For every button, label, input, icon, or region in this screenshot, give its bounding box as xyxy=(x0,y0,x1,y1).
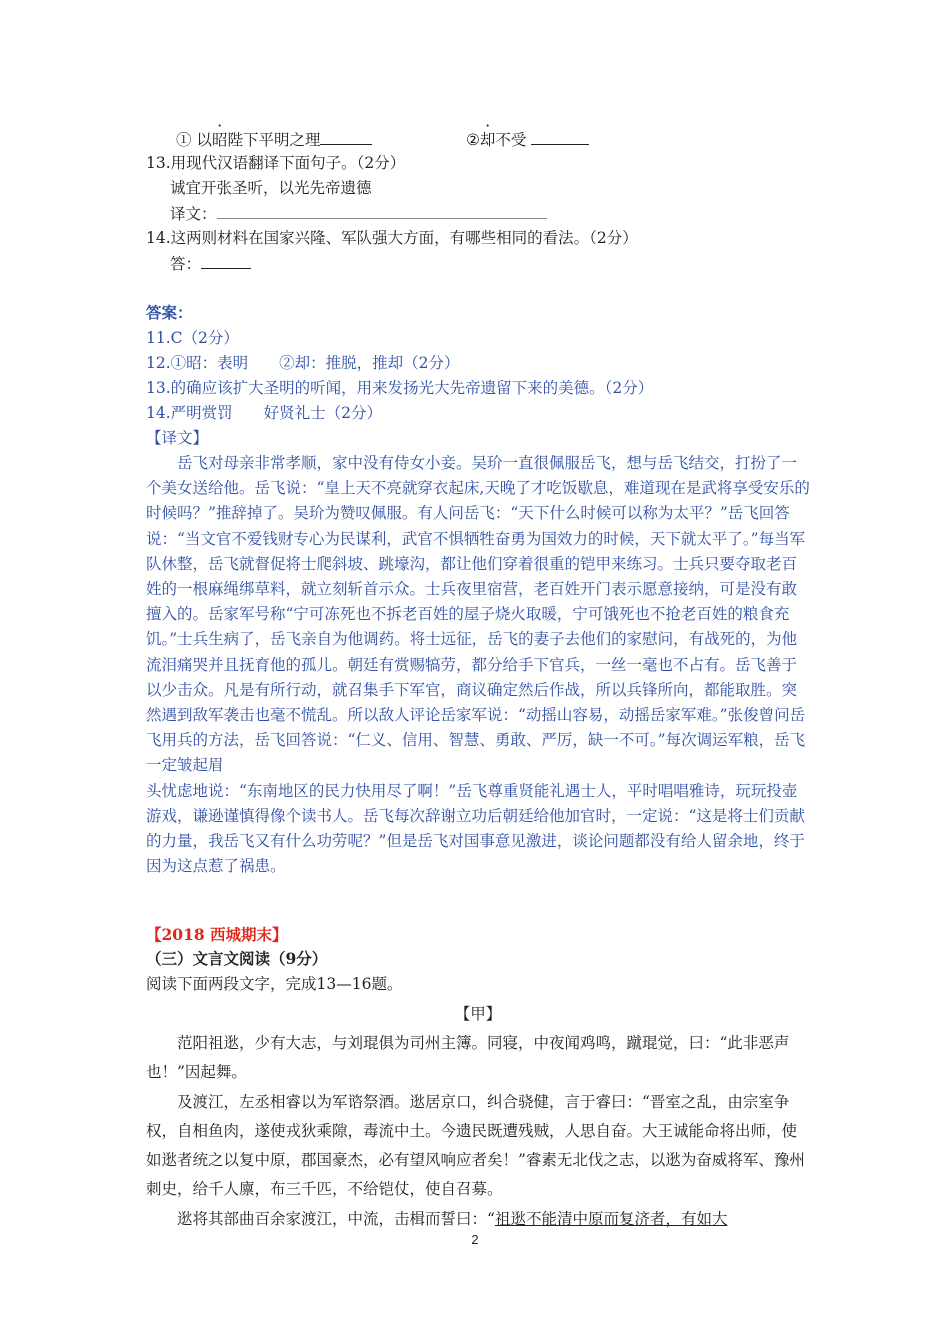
q12-item2 xyxy=(466,128,589,151)
passage-jia xyxy=(146,1029,810,1234)
page-number: 2 xyxy=(471,1232,479,1247)
passage-paragraph-3 xyxy=(146,1205,810,1234)
passage-paragraph-1: 范阳祖逖，少有大志，与刘琨俱为司州主簿。同寝，中夜闻鸡鸣，蹴琨觉，曰：“此非恶声也！”因起舞。 xyxy=(146,1034,790,1082)
passage-paragraph-3-text: 逖将其部曲百余家渡江，中流，击楫而誓曰：“ xyxy=(177,1209,495,1228)
answer-13: 13.的确应该扩大圣明的听闻，用来发扬光大先帝遗留下来的美德。（2分） xyxy=(146,379,654,397)
q14-answer-line xyxy=(170,252,251,275)
section-source-tag: 【2018 西城期末】 xyxy=(146,925,288,944)
passage-underlined-sentence: 祖逖不能清中原而复济者，有如大 xyxy=(494,1209,728,1228)
q12-item1-dotted-char: 昭 xyxy=(211,131,228,149)
section-instruction: 阅读下面两段文字，完成13—16题。 xyxy=(146,975,403,993)
answer-11: 11.C（2分） xyxy=(146,329,239,347)
passage-paragraph-2: 及渡江，左丞相睿以为军谘祭酒。逖居京口，纠合骁健，言于睿曰：“晋室之乱，由宗室争权，自相鱼肉，遂使戎狄乘隙，毒流中土。今遗民既遭残贼，人思自奋。大王诚能命将出师，使如逖者统之以复中原，郡国豪杰，必有望风响应者矣！”睿素无北伐之志，以逖为奋威将军、豫州刺史，给千人廪，布三千匹，不给铠仗，使自召募。 xyxy=(146,1092,805,1199)
q13-question: 13.用现代汉语翻译下面句子。（2分） xyxy=(146,154,406,172)
translation-heading: 【译文】 xyxy=(146,429,209,447)
answers-heading: 答案： xyxy=(146,303,193,322)
q14-question: 14.这两则材料在国家兴隆、军队强大方面，有哪些相同的看法。（2分） xyxy=(146,229,638,247)
q13-label: 译文： xyxy=(170,205,217,223)
answer-12: 12.①昭：表明 ②却：推脱，推却（2分） xyxy=(146,354,460,372)
q13-answer-blank[interactable] xyxy=(217,202,547,219)
section-title: （三）文言文阅读（9分） xyxy=(146,949,328,968)
q12-item1-prefix: ① 以 xyxy=(176,131,212,149)
q12-item1-rest: 陛下平明之理 xyxy=(227,131,321,149)
translation-body xyxy=(146,451,810,879)
translation-paragraph-1: 岳飞对母亲非常孝顺，家中没有侍女小妾。吴玠一直很佩服岳飞，想与岳飞结交，打扮了一个美女送给他。岳飞说：“皇上天不亮就穿衣起床,天晚了才吃饭歇息，难道现在是武将享受安乐的时候吗？”推辞掉了。吴玠为赞叹佩服。有人问岳飞：“天下什么时候可以称为太平？”岳飞回答说：“当文官不爱钱财专心为民谋利，武官不惧牺牲奋勇为国效力的时候，天下就太平了。”每当军队休整，岳飞就督促将士爬斜坡、跳壕沟，都让他们穿着很重的铠甲来练习。士兵只要夺取老百姓的一根麻绳绑草料，就立刻斩首示众。士兵夜里宿营，老百姓开门表示愿意接纳，可是没有敢擅入的。岳家军号称“宁可冻死也不拆老百姓的屋子烧火取暖，宁可饿死也不抢老百姓的粮食充饥。”士兵生病了，岳飞亲自为他调药。将士远征，岳飞的妻子去他们的家慰问，有战死的，为他流泪痛哭并且抚育他的孤儿。朝廷有赏赐犒劳，都分给手下官兵，一丝一毫也不占有。岳飞善于以少击众。凡是有所行动，就召集手下军官，商议确定然后作战，所以兵锋所向，都能取胜。突然遇到敌军袭击也毫不慌乱。所以敌人评论岳家军说：“动摇山容易，动摇岳家军难。”张俊曾问岳飞用兵的方法，岳飞回答说：“仁义、信用、智慧、勇敢、严厉，缺一不可。”每次调运军粮，岳飞一定皱起眉 xyxy=(146,454,810,775)
q12-item2-dotted-char: 却 xyxy=(479,131,496,149)
q12-item1-answer-blank[interactable] xyxy=(320,128,372,145)
q12-item1 xyxy=(176,128,372,151)
q12-item2-rest: 不受 xyxy=(495,131,527,149)
q12-item2-answer-blank[interactable] xyxy=(531,128,589,145)
q14-answer-blank[interactable] xyxy=(201,252,251,269)
q12-item2-prefix: ② xyxy=(466,131,480,149)
translation-paragraph-2: 头忧虑地说：“东南地区的民力快用尽了啊！”岳飞尊重贤能礼遇士人，平时唱唱雅诗，玩玩投壶游戏，谦逊谨慎得像个读书人。岳飞每次辞谢立功后朝廷给他加官时，一定说：“这是将士们贡献的力量，我岳飞又有什么功劳呢？”但是岳飞对国事意见激进，谈论问题都没有给人留余地，终于因为这点惹了祸患。 xyxy=(146,781,805,876)
q14-label: 答： xyxy=(170,255,202,273)
passage-label-jia: 【甲】 xyxy=(454,1005,502,1023)
q13-answer-line xyxy=(170,202,547,225)
answer-14: 14.严明赏罚 好贤礼士（2分） xyxy=(146,404,383,422)
q13-sentence: 诚宜开张圣听，以光先帝遗德 xyxy=(170,179,372,197)
